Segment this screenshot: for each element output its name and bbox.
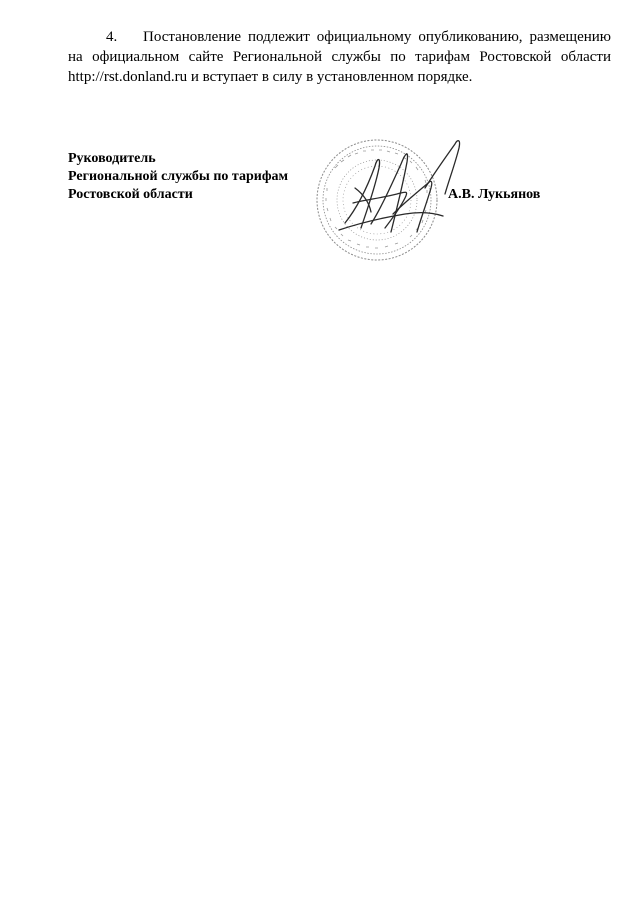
signatory-name: А.В. Лукьянов: [448, 187, 541, 202]
paragraph-text: Постановление подлежит официальному опубликованию, размещению на официальном сайте Региональной службы по тарифам Ростовской области http://rst.donland.ru и вступает в силу в установленном порядке.: [68, 29, 611, 85]
paragraph-number: 4.: [106, 29, 118, 45]
seal-ring-texture: [326, 150, 427, 248]
signatory-title: [68, 150, 288, 204]
signatory-title-line-2: Региональной службы по тарифам: [68, 169, 289, 184]
seal-stamp: [317, 140, 437, 260]
signatory-title-line-3: Ростовской области: [68, 187, 193, 202]
handwritten-signature: [339, 141, 460, 232]
official-seal-with-signature: [305, 128, 470, 268]
paragraph-4: [68, 27, 611, 87]
signatory-title-line-1: Руководитель: [68, 151, 156, 166]
